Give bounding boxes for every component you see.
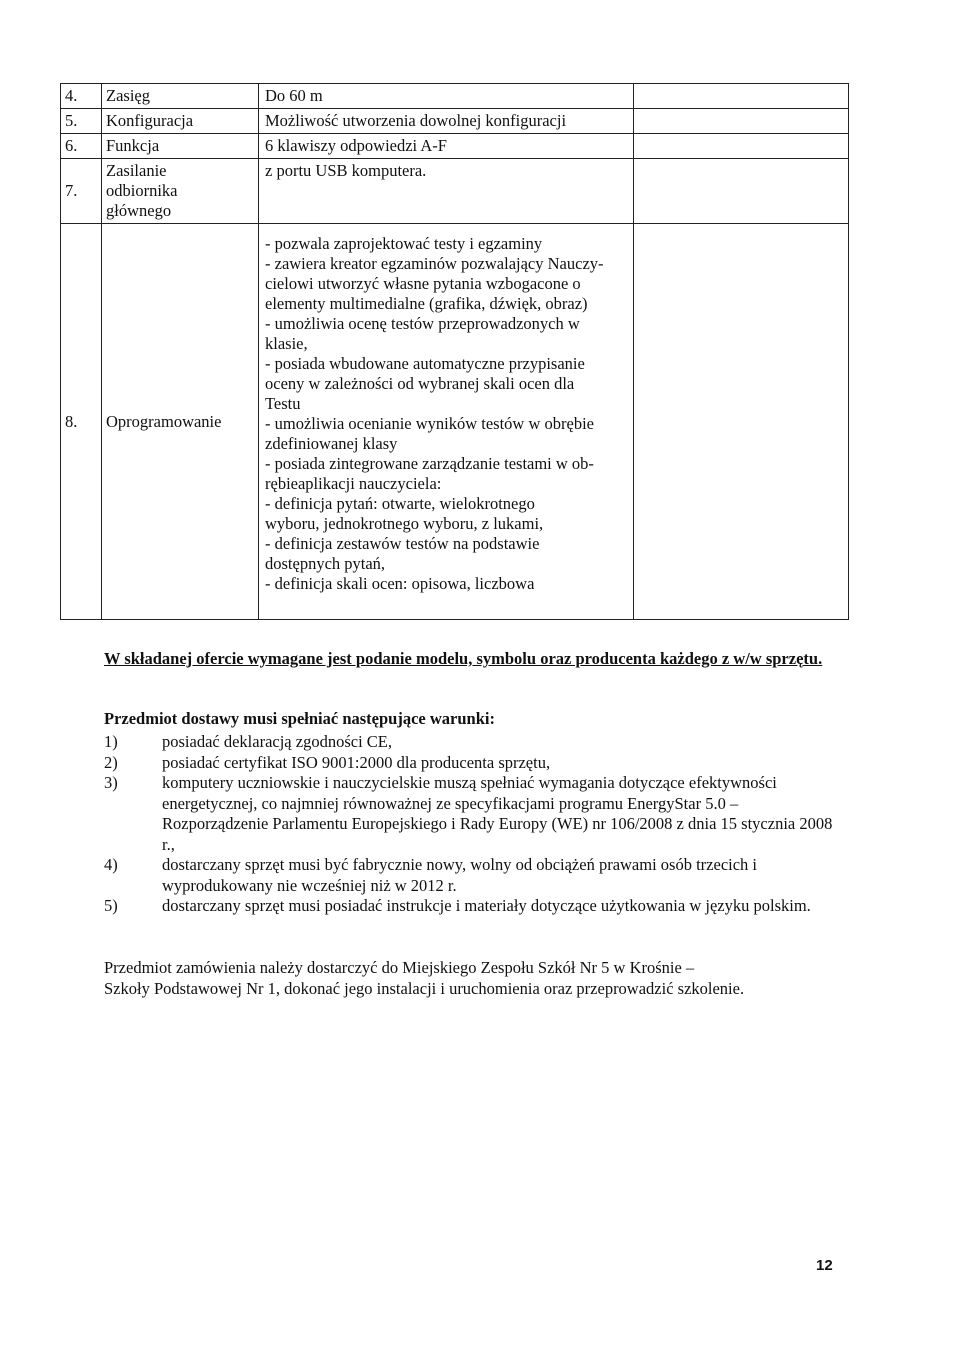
list-item: [104, 732, 844, 753]
parameter-name: Konfiguracja: [102, 109, 259, 134]
feature-line: - posiada zintegrowane zarządzanie testami w ob-: [265, 454, 594, 473]
list-item: [104, 773, 844, 855]
parameter-value: Możliwość utworzenia dowolnej konfiguracji: [259, 109, 634, 134]
conditions-list: [104, 732, 844, 917]
feature-line: - definicja pytań: otwarte, wielokrotnego: [265, 494, 535, 513]
list-item-text: komputery uczniowskie i nauczycielskie muszą spełniać wymagania dotyczące efektywności energetycznej, co najmniej równoważnej ze specyfikacjami programu EnergyStar 5.0 – Rozporządzenie Parlamentu Europejskiego i Rady Europy (WE) nr 106/2008 z dnia 15 stycznia 2008 r.,: [162, 773, 833, 854]
delivery-paragraph: [104, 957, 844, 999]
table-row: [61, 84, 849, 109]
feature-line: - pozwala zaprojektować testy i egzaminy: [265, 234, 543, 253]
list-item-number: 2): [104, 752, 118, 772]
row-number: 5.: [61, 109, 102, 134]
page-number: 12: [816, 1257, 833, 1274]
specification-table: [60, 83, 849, 620]
feature-line: - definicja zestawów testów na podstawie: [265, 534, 540, 553]
parameter-name-line: Zasilanie: [106, 161, 167, 180]
feature-line: - definicja skali ocen: opisowa, liczbowa: [265, 574, 535, 593]
feature-line: dostępnych pytań,: [265, 554, 386, 573]
conditions-heading: Przedmiot dostawy musi spełniać następujące warunki:: [104, 709, 495, 728]
table-row: [61, 109, 849, 134]
offer-cell: [634, 224, 849, 620]
offer-cell: [634, 159, 849, 224]
list-item: [104, 855, 844, 896]
parameter-name-line: odbiornika: [106, 181, 178, 200]
parameter-value: z portu USB komputera.: [259, 159, 634, 224]
feature-line: zdefiniowanej klasy: [265, 434, 398, 453]
list-item-number: 4): [104, 855, 118, 874]
software-features: [259, 224, 634, 620]
parameter-name: [102, 159, 259, 224]
feature-line: - zawiera kreator egzaminów pozwalający Nauczy-: [265, 254, 604, 273]
table-row: [61, 224, 849, 620]
paragraph-line: Szkoły Podstawowej Nr 1, dokonać jego instalacji i uruchomienia oraz przeprowadzić szkolenie.: [104, 979, 745, 998]
row-number: 6.: [61, 134, 102, 159]
feature-line: oceny w zależności od wybranej skali ocen dla: [265, 374, 575, 393]
list-item-text: dostarczany sprzęt musi posiadać instrukcje i materiały dotyczące użytkowania w języku polskim.: [162, 896, 811, 915]
parameter-name: Funkcja: [102, 134, 259, 159]
offer-cell: [634, 109, 849, 134]
feature-line: elementy multimedialne (grafika, dźwięk, obraz): [265, 294, 588, 313]
offer-cell: [634, 134, 849, 159]
list-item-number: 3): [104, 773, 118, 792]
row-number: 4.: [61, 84, 102, 109]
feature-line: - posiada wbudowane automatyczne przypisanie: [265, 354, 585, 373]
feature-line: wyboru, jednokrotnego wyboru, z lukami,: [265, 514, 544, 533]
feature-line: rębieaplikacji nauczyciela:: [265, 474, 442, 493]
list-item: [104, 753, 844, 774]
parameter-value: 6 klawiszy odpowiedzi A-F: [259, 134, 634, 159]
list-item-text: posiadać deklaracją zgodności CE,: [162, 732, 392, 751]
row-number: 7.: [61, 159, 102, 224]
feature-line: cielowi utworzyć własne pytania wzbogacone o: [265, 274, 581, 293]
parameter-name: Zasięg: [102, 84, 259, 109]
table-row: [61, 159, 849, 224]
list-item-text: posiadać certyfikat ISO 9001:2000 dla producenta sprzętu,: [162, 752, 551, 772]
feature-line: klasie,: [265, 334, 308, 353]
parameter-value: Do 60 m: [259, 84, 634, 109]
paragraph-line: Przedmiot zamówienia należy dostarczyć do Miejskiego Zespołu Szkół Nr 5 w Krośnie –: [104, 958, 695, 977]
parameter-name: Oprogramowanie: [102, 224, 259, 620]
offer-requirement-notice: W składanej ofercie wymagane jest podanie modelu, symbolu oraz producenta każdego z w/w sprzętu.: [104, 649, 823, 668]
offer-cell: [634, 84, 849, 109]
table-row: [61, 134, 849, 159]
feature-line: Testu: [265, 394, 301, 413]
list-item: [104, 896, 844, 917]
row-number: 8.: [61, 224, 102, 620]
feature-line: - umożliwia ocenę testów przeprowadzonych w: [265, 314, 580, 333]
list-item-number: 5): [104, 896, 118, 915]
list-item-number: 1): [104, 732, 118, 751]
list-item-text: dostarczany sprzęt musi być fabrycznie nowy, wolny od obciążeń prawami osób trzecich i wyprodukowany nie wcześniej niż w 2012 r.: [162, 855, 758, 895]
feature-line: - umożliwia ocenianie wyników testów w obrębie: [265, 414, 594, 433]
parameter-name-line: głównego: [106, 201, 172, 220]
